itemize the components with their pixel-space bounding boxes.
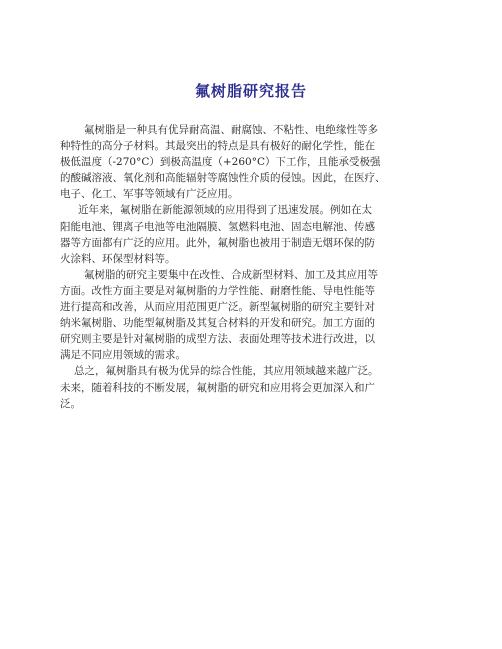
text-line: 进行提高和改善，从而应用范围更广泛。新型氟树脂的研究主要针对 [60, 301, 375, 314]
text-line: 近年来，氟树脂在新能源领域的应用得到了迅速发展。例如在太 [78, 204, 372, 217]
text-line: 泛。 [60, 397, 81, 410]
text-line: 氟树脂是一种具有优异耐高温、耐腐蚀、不粘性、电绝缘性等多 [84, 124, 378, 136]
text-line: 种特性的高分子材料。其最突出的特点是具有极好的耐化学性，能在 [60, 140, 375, 153]
text-line: 氟树脂的研究主要集中在改性、合成新型材料、加工及其应用等 [84, 268, 378, 281]
document-body [60, 122, 440, 412]
text-line: 总之，氟树脂具有极为优异的综合性能，其应用领域越来越广泛。 [74, 365, 379, 378]
paragraph-1 [60, 122, 440, 202]
text-line: 研究则主要是针对氟树脂的成型方法、表面处理等技术进行改进，以 [60, 333, 375, 346]
text-line: 的酸碱溶液、氧化剂和高能辐射等腐蚀性介质的侵蚀。因此，在医疗、 [60, 172, 386, 185]
text-line: 纳米氟树脂、功能型氟树脂及其复合材料的开发和研究。加工方面的 [60, 317, 375, 330]
text-line: 火涂料、环保型材料等。 [60, 252, 176, 265]
text-line: 器等方面都有广泛的应用。此外，氟树脂也被用于制造无烟环保的防 [60, 236, 375, 249]
paragraph-2 [60, 202, 440, 266]
text-line: 阳能电池、锂离子电池等电池隔膜、氢燃料电池、固态电解池、传感 [60, 220, 375, 233]
document-title: 氟树脂研究报告 [194, 82, 307, 100]
text-line: 未来，随着科技的不断发展，氟树脂的研究和应用将会更加深入和广 [60, 381, 375, 394]
text-line: 方面。改性方面主要是对氟树脂的力学性能、耐磨性能、导电性能等 [60, 284, 375, 297]
paragraph-3 [60, 267, 440, 364]
text-line: 极低温度（-270°C）到极高温度（+260°C）下工作，且能承受极强 [60, 156, 381, 169]
text-line: 满足不同应用领域的需求。 [60, 349, 186, 362]
paragraph-4 [60, 363, 440, 411]
text-line: 电子、化工、军事等领域有广泛应用。 [60, 188, 239, 201]
